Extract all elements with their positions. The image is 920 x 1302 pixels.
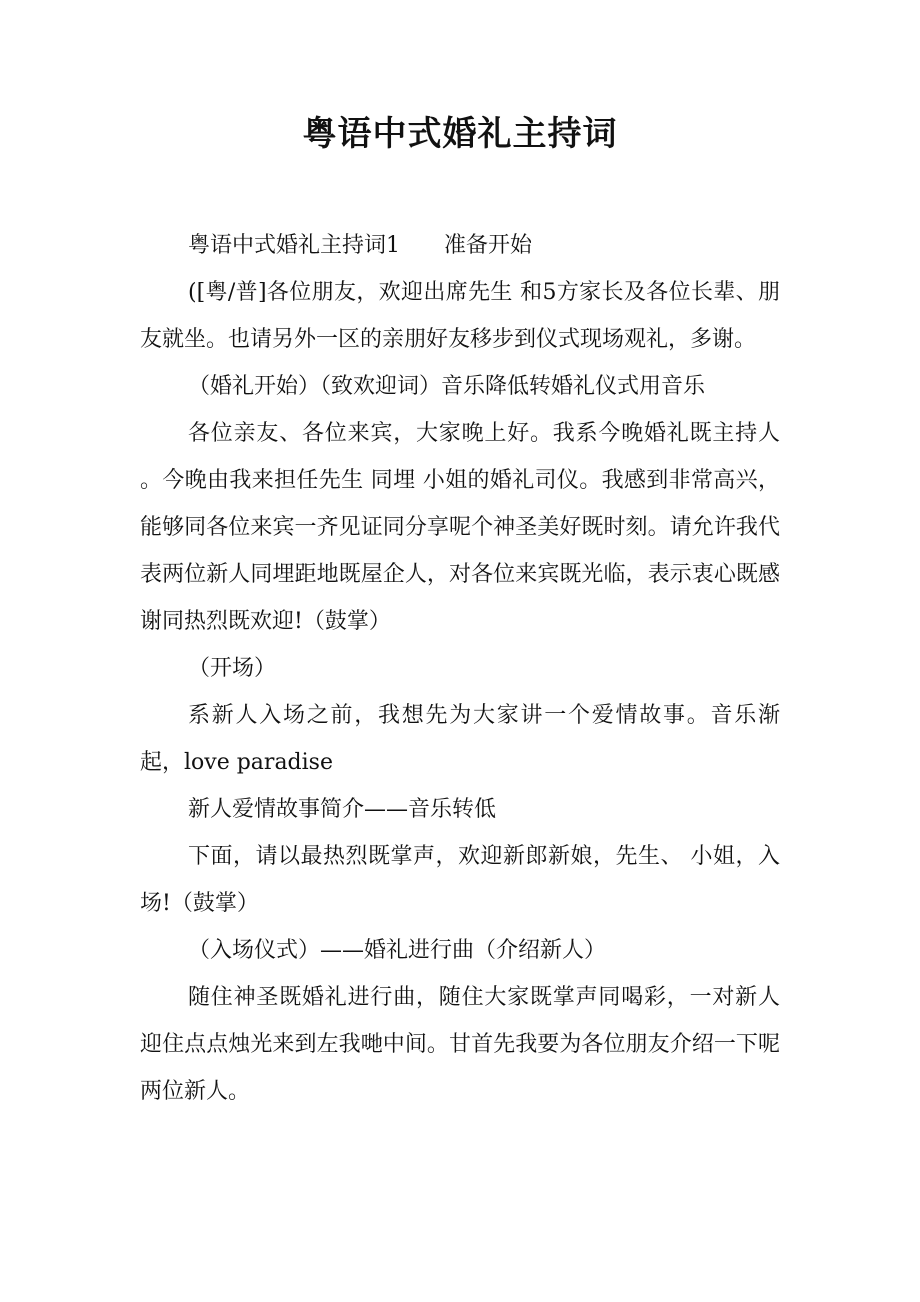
section-heading — [140, 222, 780, 269]
paragraph: 随住神圣既婚礼进行曲，随住大家既掌声同喝彩，一对新人迎住点点烛光来到左我哋中间。甘首先我要为各位朋友介绍一下呢两位新人。 — [140, 985, 780, 1104]
document-title: 粤语中式婚礼主持词 — [302, 114, 618, 154]
paragraph: 各位亲友、各位来宾，大家晚上好。我系今晚婚礼既主持人 。今晚由我来担任先生 同埋 小姐的婚礼司仪。我感到非常高兴，能够同各位来宾一齐见证同分享呢个神圣美好既时刻。请允许我代表两位新人同埋距地既屋企人，对各位来宾既光临，表示衷心既感谢同热烈既欢迎!（鼓掌） — [140, 421, 780, 634]
paragraph: （开场） — [188, 656, 277, 681]
heading-section: 准备开始 — [444, 233, 533, 258]
paragraph: （入场仪式）——婚礼进行曲（介绍新人） — [188, 938, 607, 963]
paragraph: （婚礼开始）（致欢迎词）音乐降低转婚礼仪式用音乐 — [188, 374, 706, 399]
paragraph: 系新人入场之前，我想先为大家讲一个爱情故事。音乐渐起，love paradise — [140, 703, 780, 775]
heading-label: 粤语中式婚礼主持词1 — [188, 233, 400, 258]
paragraph: ([粤/普]各位朋友，欢迎出席先生 和5方家长及各位长辈、朋友就坐。也请另外一区的亲朋好友移步到仪式现场观礼，多谢。 — [140, 280, 780, 352]
paragraph: 新人爱情故事简介——音乐转低 — [188, 797, 497, 822]
document-body — [140, 222, 780, 1115]
paragraph: 下面，请以最热烈既掌声，欢迎新郎新娘，先生、 小姐，入场!（鼓掌） — [140, 844, 780, 916]
